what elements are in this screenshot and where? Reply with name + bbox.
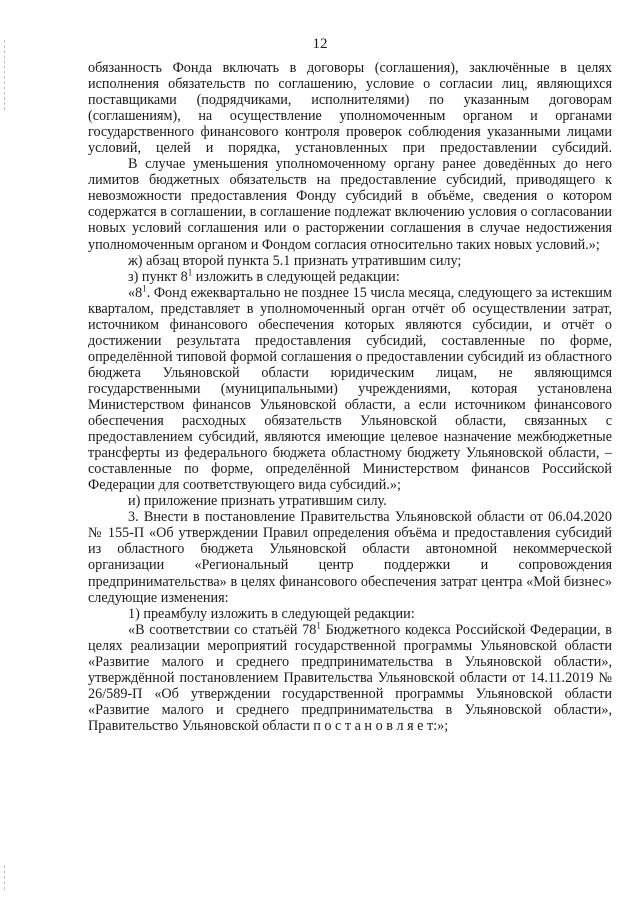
- paragraph-preamble: «В соответствии со статьёй $78^1$ Бюджетного кодекса Российской Федерации, в целях реализации мероприятий государственной программы Ульяновской области «Развитие малого и среднего предпринимательства в Ульяновской области», утверждённой постановлением Правительства Ульяновской области от 14.11.2019 № 26/589-П «Об утверждении государственной программы Ульяновской области «Развитие малого и среднего предпринимательства в Ульяновской области», Правительство Ульяновской области п о с т а н о в л я е т:»;: [88, 619, 612, 734]
- paragraph-clause-8-1: «$8^1$. Фонд ежеквартально не позднее 15 числа месяца, следующего за истекшим кварталом, представляет в уполномоченный орган отчёт об осуществлении затрат, источником финансового обеспечения которых являются субсидии, и отчёт о достижении результата предоставления субсидий, составленные по форме, определённой типовой формой соглашения о предоставлении субсидий из областного бюджета Ульяновской области юридическим лицам, не являющимся государственными (муниципальными) учреждениями, которая установлена Министерством финансов Ульяновской области, а если источником финансового обеспечения расходных обязательств Ульяновской области, связанных с предоставлением субсидий, являются имеющие целевое назначение межбюджетные трансферты из федерального бюджета областному бюджету Ульяновской области, – составленные по форме, определённой Министерством финансов Российской Федерации для соответствующего вида субсидий.»;: [88, 282, 612, 494]
- page-number: 12: [312, 36, 328, 52]
- paragraph-item-z: з) пункт $8^1$ изложить в следующей редакции:: [128, 266, 400, 285]
- paragraph-section-3: 3. Внести в постановление Правительства Ульяновской области от 06.04.2020 № 155-П «Об утверждении Правил определения объёма и предоставления субсидий из областного бюджета Ульяновской области автономной некоммерческой организации «Региональный центр поддержки и сопровождения предпринимательства» в целях финансового обеспечения затрат центра «Мой бизнес» следующие изменения:: [88, 509, 612, 606]
- paragraph-item-zh: ж) абзац второй пункта 5.1 признать утратившим силу;: [128, 252, 462, 269]
- scan-margin-mark-bottom: [4, 865, 5, 890]
- superscript-one: 1: [142, 282, 147, 293]
- paragraph-budget-limits: В случае уменьшения уполномоченному органу ранее доведённых до него лимитов бюджетных обязательств на предоставление субсидий, приводящего к невозможности предоставления Фонду субсидий в объёме, сведения о котором содержатся в соглашении, в соглашение подлежат включению условия о согласовании новых условий соглашения или о расторжении соглашения в случае недостижения уполномоченным органом и Фондом согласия относительно таких новых условий.»;: [88, 156, 612, 253]
- superscript-one: 1: [187, 266, 193, 277]
- superscript-one: 1: [316, 619, 321, 630]
- paragraph-continuation: обязанность Фонда включать в договоры (соглашения), заключённые в целях исполнения обязательств по соглашению, условие о согласии лиц, являющихся поставщиками (подрядчиками, исполнителями) по указанным договорам (соглашениям), на осуществление уполномоченным органом и органами государственного финансового контроля проверок соблюдения указанными лицами условий, целей и порядка, установленных при предоставлении субсидий.: [88, 60, 612, 157]
- document-body: [88, 60, 612, 734]
- paragraph-item-1: 1) преамбулу изложить в следующей редакции:: [128, 605, 415, 622]
- paragraph-item-i: и) приложение признать утратившим силу.: [128, 493, 387, 510]
